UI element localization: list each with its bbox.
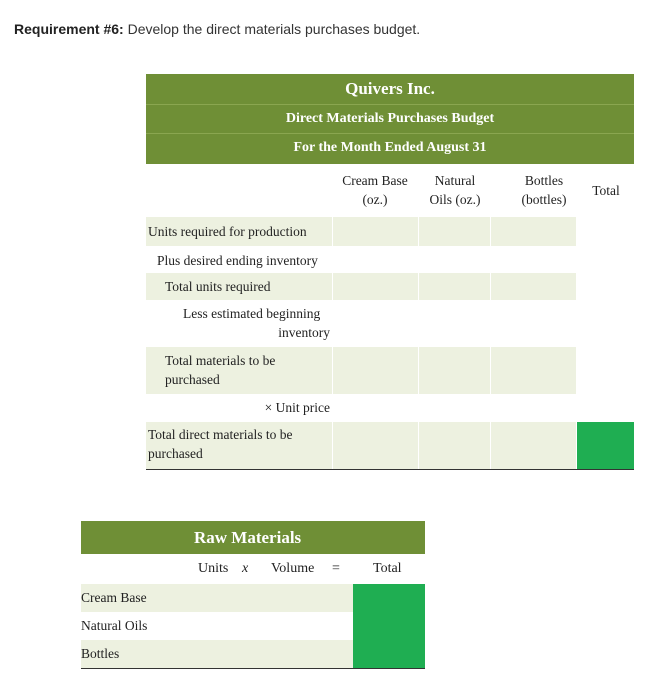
cell-cream-base[interactable] bbox=[332, 347, 418, 394]
header-total: Total bbox=[373, 561, 402, 576]
col-natural-oils-line2: Oils (oz.) bbox=[429, 192, 481, 207]
col-bottles-line1: Bottles bbox=[524, 173, 564, 188]
label-total-materials-line2: purchased bbox=[165, 372, 220, 387]
col-bottles-line2: (bottles) bbox=[521, 192, 567, 207]
cell-natural-oils[interactable] bbox=[418, 347, 490, 394]
cell-natural-oils[interactable] bbox=[418, 246, 490, 273]
cell-cream-base[interactable] bbox=[332, 422, 418, 469]
row-total-direct bbox=[146, 422, 634, 470]
header-equals: = bbox=[332, 561, 340, 576]
row-total-units bbox=[146, 273, 634, 300]
cell-natural-oils[interactable] bbox=[418, 422, 490, 469]
cell-cream-base[interactable] bbox=[332, 300, 418, 347]
raw-materials-title: Raw Materials bbox=[81, 521, 425, 554]
cell-total bbox=[576, 246, 634, 273]
label-less-beginning bbox=[146, 300, 332, 347]
requirement-label: Requirement #6: bbox=[14, 21, 124, 37]
label-less-beginning-line2: inventory bbox=[278, 325, 330, 340]
row-unit-price bbox=[146, 394, 634, 422]
label-total-materials bbox=[146, 347, 332, 394]
header-volume: Volume bbox=[271, 561, 315, 576]
requirement-text: Develop the direct materials purchases budget. bbox=[123, 21, 421, 37]
row-total-materials bbox=[146, 347, 634, 394]
cell-natural-oils[interactable] bbox=[418, 394, 490, 422]
cell-total bbox=[576, 394, 634, 422]
label-less-beginning-line1: Less estimated beginning bbox=[183, 306, 321, 321]
cell-cream-base[interactable] bbox=[332, 217, 418, 246]
raw-volume-cell[interactable] bbox=[263, 640, 353, 668]
raw-item-name: Bottles bbox=[81, 640, 177, 668]
col-natural-oils-line1: Natural bbox=[434, 173, 476, 188]
cell-natural-oils[interactable] bbox=[418, 300, 490, 347]
raw-units-cell[interactable] bbox=[177, 584, 263, 612]
cell-total bbox=[576, 273, 634, 300]
raw-item-name: Cream Base bbox=[81, 584, 177, 612]
raw-materials-table bbox=[81, 521, 425, 669]
header-units: Units bbox=[198, 561, 229, 576]
raw-materials-header bbox=[81, 554, 425, 584]
cell-bottles[interactable] bbox=[490, 422, 576, 469]
raw-total-cell[interactable] bbox=[353, 612, 425, 640]
cell-bottles[interactable] bbox=[490, 273, 576, 300]
label-total-direct bbox=[146, 422, 332, 469]
cell-cream-base[interactable] bbox=[332, 273, 418, 300]
col-bottles bbox=[504, 171, 584, 209]
raw-row-cream-base bbox=[81, 584, 425, 612]
cell-bottles[interactable] bbox=[490, 217, 576, 246]
requirement-heading bbox=[14, 21, 420, 37]
budget-title: Direct Materials Purchases Budget bbox=[146, 105, 634, 134]
col-natural-oils bbox=[420, 171, 490, 209]
cell-total bbox=[576, 300, 634, 347]
cell-bottles[interactable] bbox=[490, 246, 576, 273]
raw-volume-cell[interactable] bbox=[263, 584, 353, 612]
row-units-required bbox=[146, 217, 634, 246]
company-name: Quivers Inc. bbox=[146, 74, 634, 105]
column-headers bbox=[146, 164, 634, 217]
col-total: Total bbox=[592, 183, 620, 198]
cell-total-answer[interactable] bbox=[576, 422, 634, 469]
row-plus-ending bbox=[146, 246, 634, 273]
col-cream-base bbox=[332, 171, 418, 209]
label-unit-price: × Unit price bbox=[264, 400, 330, 415]
cell-bottles[interactable] bbox=[490, 394, 576, 422]
cell-total bbox=[576, 217, 634, 246]
label-total-units: Total units required bbox=[146, 273, 332, 300]
raw-units-cell[interactable] bbox=[177, 640, 263, 668]
col-cream-base-line1: Cream Base bbox=[342, 173, 408, 188]
purchases-budget-table bbox=[146, 74, 634, 470]
header-times: x bbox=[242, 561, 249, 576]
raw-row-natural-oils bbox=[81, 612, 425, 640]
cell-natural-oils[interactable] bbox=[418, 217, 490, 246]
raw-total-cell[interactable] bbox=[353, 640, 425, 668]
cell-bottles[interactable] bbox=[490, 300, 576, 347]
label-total-direct-line2: purchased bbox=[148, 446, 203, 461]
label-total-materials-line1: Total materials to be bbox=[165, 353, 276, 368]
col-cream-base-line2: (oz.) bbox=[362, 192, 388, 207]
raw-volume-cell[interactable] bbox=[263, 612, 353, 640]
cell-cream-base[interactable] bbox=[332, 394, 418, 422]
raw-total-cell[interactable] bbox=[353, 584, 425, 612]
cell-cream-base[interactable] bbox=[332, 246, 418, 273]
raw-item-name: Natural Oils bbox=[81, 618, 148, 633]
label-units-required: Units required for production bbox=[146, 217, 332, 246]
cell-bottles[interactable] bbox=[490, 347, 576, 394]
budget-period: For the Month Ended August 31 bbox=[146, 134, 634, 164]
row-less-beginning bbox=[146, 300, 634, 347]
label-total-direct-line1: Total direct materials to be bbox=[148, 427, 293, 442]
raw-units-cell[interactable] bbox=[177, 612, 263, 640]
cell-natural-oils[interactable] bbox=[418, 273, 490, 300]
raw-row-bottles bbox=[81, 640, 425, 669]
cell-total bbox=[576, 347, 634, 394]
label-plus-ending: Plus desired ending inventory bbox=[157, 253, 318, 268]
